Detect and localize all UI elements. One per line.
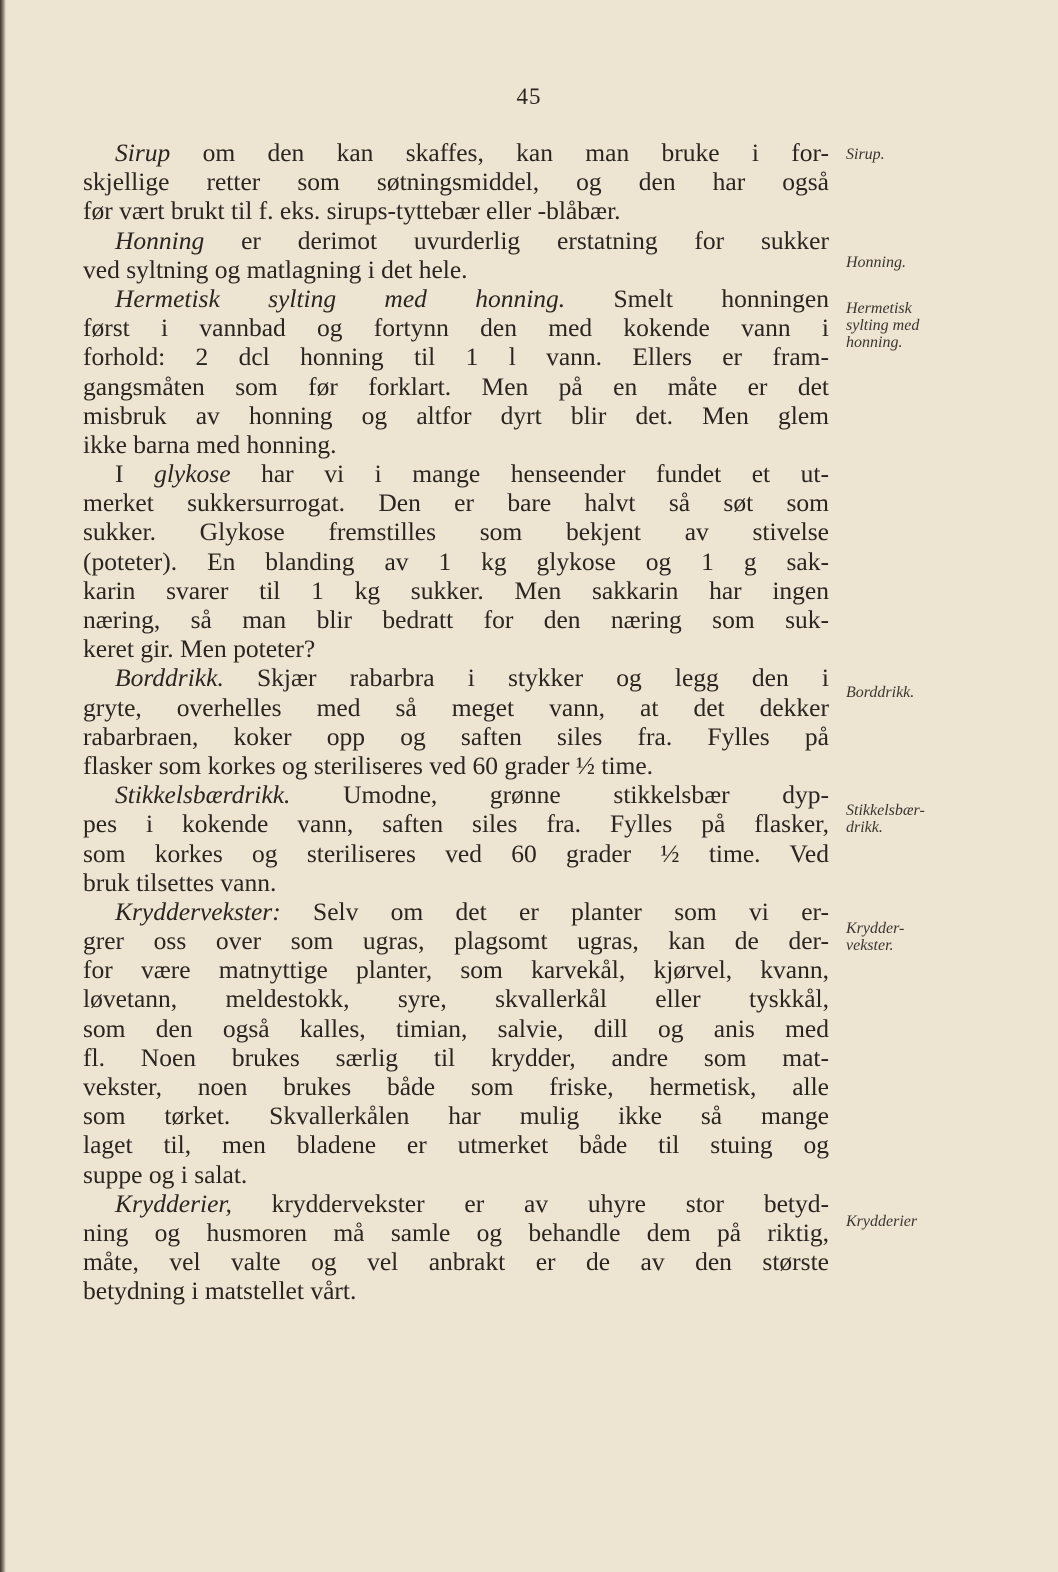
text-run: løvetann, meldestokk, syre, skvallerkål eller tyskkål, — [83, 984, 829, 1014]
body-text — [83, 138, 829, 1306]
margin-note-honning — [846, 254, 996, 271]
text-run: Umodne, grønne stikkelsbær dyp- — [290, 780, 829, 810]
text-run: først i vannbad og fortynn den med kokende vann i — [83, 313, 829, 343]
text-line — [83, 1160, 829, 1189]
text-run: som korkes og steriliseres ved 60 grader ½ time. Ved — [83, 838, 829, 868]
text-run: for være matnyttige planter, som karvekål, kjørvel, kvann, — [83, 955, 829, 985]
margin-note-line: honning. — [846, 334, 903, 351]
text-run: gangsmåten som før forklart. Men på en måte er det — [83, 371, 829, 401]
text-run: ved syltning og matlagning i det hele. — [83, 254, 468, 284]
margin-note-line: Krydderier — [846, 1213, 918, 1230]
text-run: vekster, noen brukes både som friske, hermetisk, alle — [83, 1072, 829, 1101]
text-line — [83, 1276, 829, 1305]
text-run: betydning i matstellet vårt. — [83, 1276, 357, 1306]
text-line — [83, 459, 829, 488]
text-line — [83, 839, 829, 868]
text-run: karin svarer til 1 kg sukker. Men sakkarin har ingen — [83, 575, 829, 605]
text-run: som tørket. Skvallerkålen har mulig ikke så mange — [83, 1101, 829, 1131]
margin-note-kryddervekster — [846, 920, 996, 954]
text-run: (poteter). En blanding av 1 kg glykose og 1 g sak- — [83, 546, 829, 576]
text-line — [83, 605, 829, 634]
text-line — [83, 517, 829, 546]
text-run: laget til, men bladene er utmerket både til stuing og — [83, 1130, 829, 1160]
text-line — [83, 984, 829, 1013]
text-run: næring, så man blir bedratt for den næring som suk- — [83, 605, 829, 634]
text-line — [83, 196, 829, 225]
text-run: flasker som korkes og steriliseres ved 60 grader ½ time. — [83, 750, 654, 780]
margin-note-line: Krydder- — [846, 920, 905, 937]
text-line — [83, 342, 829, 371]
italic-heading: glykose — [154, 459, 231, 489]
text-line — [83, 722, 829, 751]
text-line — [83, 1014, 829, 1043]
margin-note-krydderier — [846, 1213, 996, 1230]
italic-heading: Krydderier, — [115, 1188, 232, 1218]
text-line — [83, 780, 829, 809]
text-line — [83, 1072, 829, 1101]
text-run: Selv om det er planter som vi er- — [280, 896, 829, 926]
text-line — [83, 226, 829, 255]
text-run: skjellige retter som søtningsmiddel, og den har også — [83, 167, 829, 197]
margin-note-sirup — [846, 146, 996, 163]
text-run: har vi i mange henseender fundet et ut- — [230, 459, 830, 489]
text-run: grer oss over som ugras, plagsomt ugras, kan de der- — [83, 926, 829, 956]
margin-note-hermetisk — [846, 300, 996, 351]
margin-note-line: drikk. — [846, 819, 883, 836]
text-line — [83, 693, 829, 722]
text-line — [83, 138, 829, 167]
italic-heading: Honning — [115, 225, 205, 255]
margin-note-line: Borddrikk. — [846, 684, 915, 701]
text-run: før vært brukt til f. eks. sirups-tyttebær eller -blåbær. — [83, 196, 621, 226]
text-run: ikke barna med honning. — [83, 429, 337, 459]
text-run: Skjær rabarbra i stykker og legg den i — [223, 663, 829, 693]
text-run: er derimot uvurderlig erstatning for sukker — [204, 225, 829, 255]
text-run: I — [115, 459, 155, 489]
text-run: forhold: 2 dcl honning til 1 l vann. Ellers er fram- — [83, 342, 829, 372]
text-line — [83, 430, 829, 459]
text-run: rabarbraen, koker opp og saften siles fra. Fylles på — [83, 721, 829, 751]
text-line — [83, 401, 829, 430]
text-run: om den kan skaffes, kan man bruke i for- — [170, 138, 829, 167]
text-run: fl. Noen brukes særlig til krydder, andre som mat- — [83, 1042, 829, 1072]
text-run: måte, vel valte og vel anbrakt er de av den største — [83, 1247, 829, 1277]
text-line — [83, 1218, 829, 1247]
margin-note-line: Honning. — [846, 254, 906, 271]
italic-heading: Borddrikk. — [115, 663, 224, 693]
text-line — [83, 1043, 829, 1072]
margin-note-line: Sirup. — [846, 146, 885, 163]
text-line — [83, 372, 829, 401]
text-line — [83, 255, 829, 284]
text-run: keret gir. Men poteter? — [83, 634, 316, 664]
text-line — [83, 897, 829, 926]
text-line — [83, 547, 829, 576]
text-line — [83, 926, 829, 955]
italic-heading: Stikkelsbærdrikk. — [115, 780, 291, 810]
text-line — [83, 751, 829, 780]
margin-note-line: sylting med — [846, 317, 920, 334]
text-run: misbruk av honning og altfor dyrt blir det. Men glem — [83, 400, 829, 430]
italic-heading: Sirup — [115, 138, 171, 167]
text-run: kryddervekster er av uhyre stor betyd- — [231, 1188, 829, 1218]
text-line — [83, 313, 829, 342]
text-run: merket sukkersurrogat. Den er bare halvt så søt som — [83, 488, 829, 518]
text-run: sukker. Glykose fremstilles som bekjent av stivelse — [83, 517, 829, 547]
italic-heading: Hermetisk sylting med honning. — [115, 283, 566, 313]
margin-note-borddrikk — [846, 684, 996, 701]
margin-note-line: Hermetisk — [846, 300, 912, 317]
text-line — [83, 1130, 829, 1159]
text-run: suppe og i salat. — [83, 1159, 248, 1189]
text-line — [83, 488, 829, 517]
text-line — [83, 167, 829, 196]
margin-note-stikkelsbaerdrikk — [846, 802, 996, 836]
text-line — [83, 1189, 829, 1218]
text-line — [83, 868, 829, 897]
italic-heading: Kryddervekster: — [115, 896, 281, 926]
text-run: pes i kokende vann, saften siles fra. Fylles på flasker, — [83, 809, 829, 839]
text-run: gryte, overhelles med så meget vann, at det dekker — [83, 692, 829, 722]
book-spine-shadow — [0, 0, 6, 1572]
text-line — [83, 663, 829, 692]
text-line — [83, 634, 829, 663]
text-run: bruk tilsettes vann. — [83, 867, 277, 897]
text-run: som den også kalles, timian, salvie, dill og anis med — [83, 1013, 829, 1043]
text-line — [83, 1247, 829, 1276]
page-number: 45 — [516, 84, 542, 109]
margin-note-line: Stikkelsbær- — [846, 802, 925, 819]
text-line — [83, 955, 829, 984]
text-line — [83, 809, 829, 838]
text-run: Smelt honningen — [565, 283, 829, 313]
text-run: ning og husmoren må samle og behandle dem på riktig, — [83, 1217, 829, 1247]
margin-note-line: vekster. — [846, 937, 894, 954]
text-line — [83, 284, 829, 313]
text-line — [83, 1101, 829, 1130]
text-line — [83, 576, 829, 605]
